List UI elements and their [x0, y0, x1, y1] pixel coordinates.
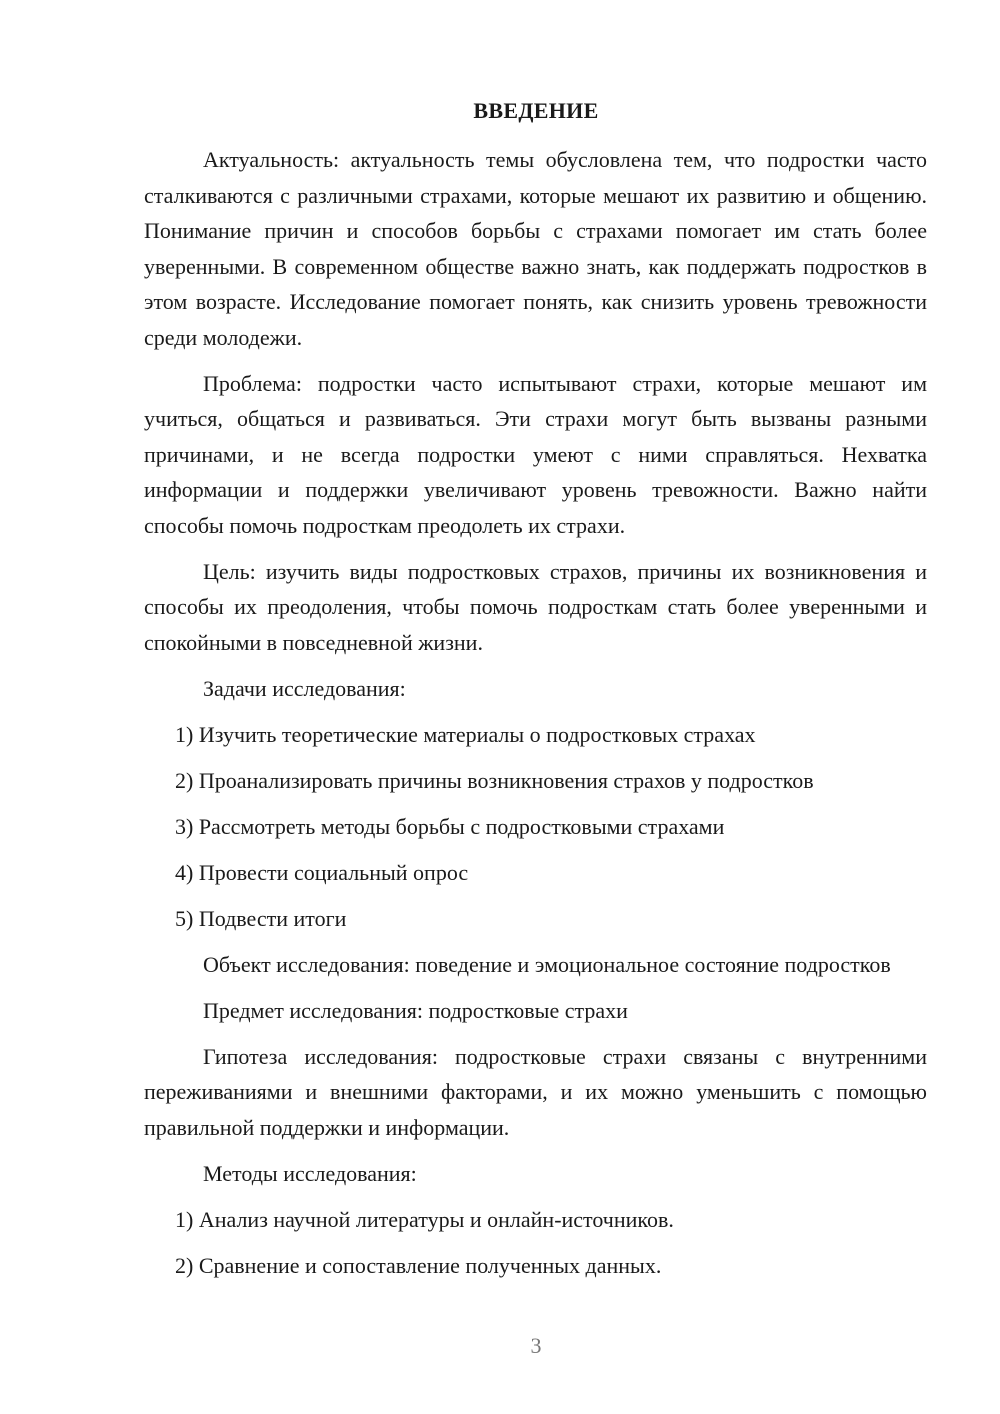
subject-paragraph: Предмет исследования: подростковые страхи [203, 997, 628, 1023]
method-item-1: 1) Анализ научной литературы и онлайн-источников. [175, 1206, 674, 1232]
page-number: 3 [530, 1333, 542, 1358]
task-item-1: 1) Изучить теоретические материалы о подростковых страхах [175, 721, 756, 747]
task-item-2: 2) Проанализировать причины возникновения страхов у подростков [175, 767, 814, 793]
task-item-4: 4) Провести социальный опрос [175, 859, 469, 885]
task-item-5: 5) Подвести итоги [175, 905, 347, 931]
tasks-heading: Задачи исследования: [203, 675, 406, 701]
goal-paragraph: Цель: изучить виды подростковых страхов, причины их возникновения и способы их преодоления, чтобы помочь подросткам стать более уверенными и спокойными в повседневной жизни. [144, 558, 927, 655]
problem-paragraph: Проблема: подростки часто испытывают страхи, которые мешают им учиться, общаться и развиваться. Эти страхи могут быть вызваны разными причинами, и не всегда подростки умеют с ними справляться. Нехватка информации и поддержки увеличивают уровень тревожности. Важно найти способы помочь подросткам преодолеть их страхи. [144, 370, 927, 538]
tasks-list [144, 717, 927, 937]
hypothesis-paragraph: Гипотеза исследования: подростковые страхи связаны с внутренними переживаниями и внешними факторами, и их можно уменьшить с помощью правильной поддержки и информации. [144, 1043, 927, 1140]
task-item-3: 3) Рассмотреть методы борьбы с подростковыми страхами [175, 813, 725, 839]
page-title: ВВЕДЕНИЕ [473, 98, 599, 123]
methods-list [144, 1202, 927, 1284]
document-body [144, 142, 927, 1294]
relevance-paragraph: Актуальность: актуальность темы обусловлена тем, что подростки часто сталкиваются с различными страхами, которые мешают их развитию и общению. Понимание причин и способов борьбы с страхами помогает им стать более уверенными. В современном обществе важно знать, как поддержать подростков в этом возрасте. Исследование помогает понять, как снизить уровень тревожности среди молодежи. [144, 147, 927, 350]
methods-heading: Методы исследования: [203, 1160, 417, 1186]
object-paragraph: Объект исследования: поведение и эмоциональное состояние подростков [203, 951, 891, 977]
method-item-2: 2) Сравнение и сопоставление полученных данных. [175, 1252, 662, 1278]
